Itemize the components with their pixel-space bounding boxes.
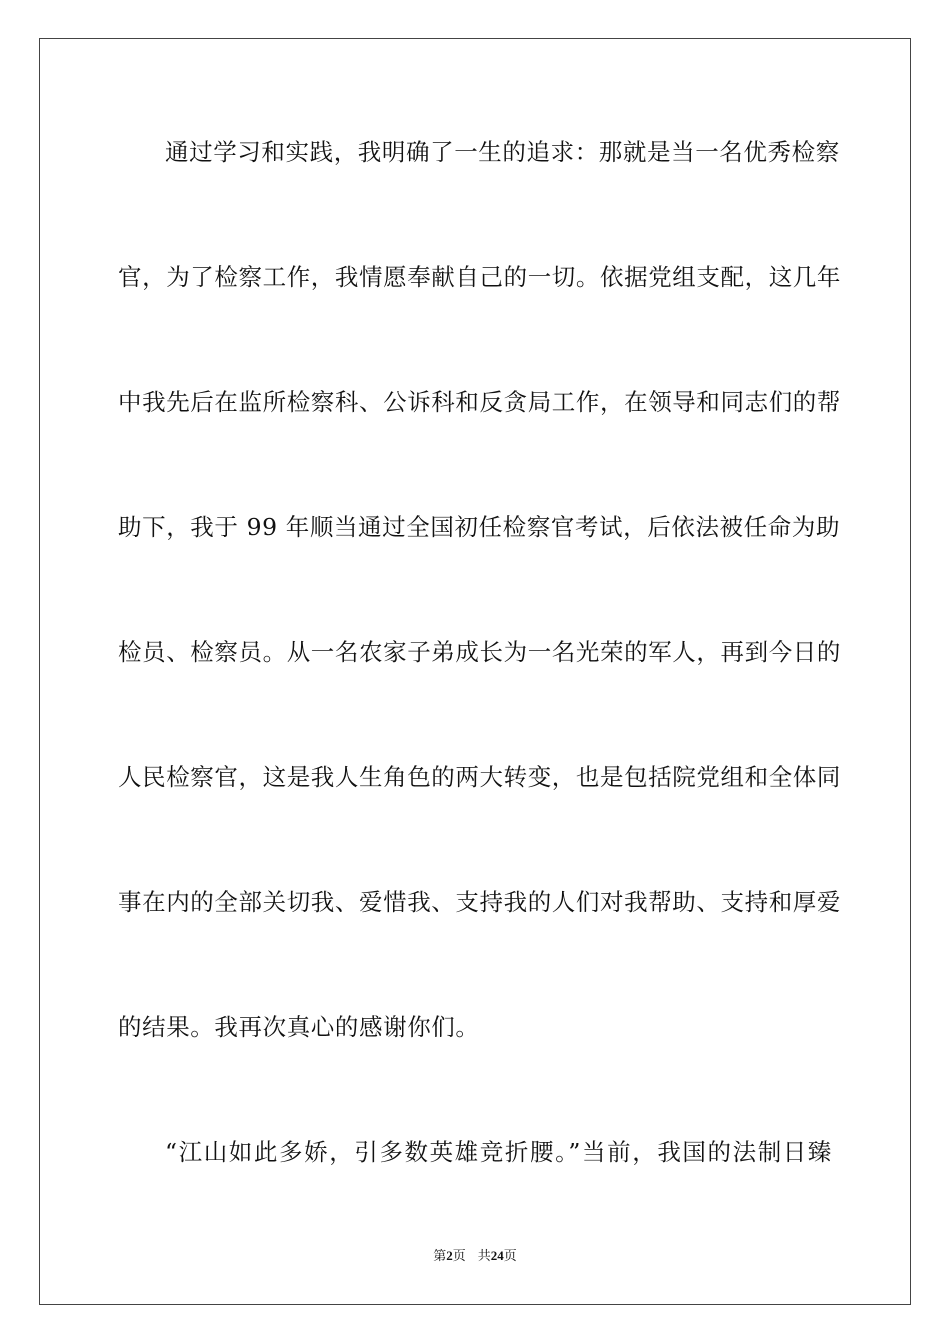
- paragraph-1-line-5: 检员、检察员。从一名农家子弟成长为一名光荣的军人，再到今日的: [118, 638, 841, 666]
- paragraph-1-line-6: 人民检察官，这是我人生角色的两大转变，也是包括院党组和全体同: [118, 763, 841, 791]
- paragraph-1-line-7: 事在内的全部关切我、爱惜我、支持我的人们对我帮助、支持和厚爱: [118, 888, 841, 916]
- paragraph-1-line-3: 中我先后在监所检察科、公诉科和反贪局工作，在领导和同志们的帮: [118, 388, 841, 416]
- footer-page-prefix: 第: [433, 1248, 447, 1263]
- footer-total-pages: 24: [490, 1248, 504, 1263]
- paragraph-2-line-1: “江山如此多娇，引多数英雄竞折腰。”当前，我国的法制日臻: [165, 1138, 832, 1166]
- paragraph-1-line-4: 助下，我于 99 年顺当通过全国初任检察官考试，后依法被任命为助: [118, 513, 841, 541]
- footer-total-prefix: 共: [477, 1248, 491, 1263]
- paragraph-1-line-8: 的结果。我再次真心的感谢你们。: [118, 1013, 480, 1041]
- page-border: [39, 38, 911, 1305]
- footer-total-suffix: 页: [503, 1248, 517, 1263]
- footer-page-number: 2: [446, 1248, 453, 1263]
- paragraph-1-line-1: 通过学习和实践，我明确了一生的追求：那就是当一名优秀检察: [165, 138, 840, 166]
- paragraph-1-line-2: 官，为了检察工作，我情愿奉献自己的一切。依据党组支配，这几年: [118, 263, 841, 291]
- page-footer: [0, 1247, 950, 1265]
- footer-page-suffix: 页: [452, 1248, 466, 1263]
